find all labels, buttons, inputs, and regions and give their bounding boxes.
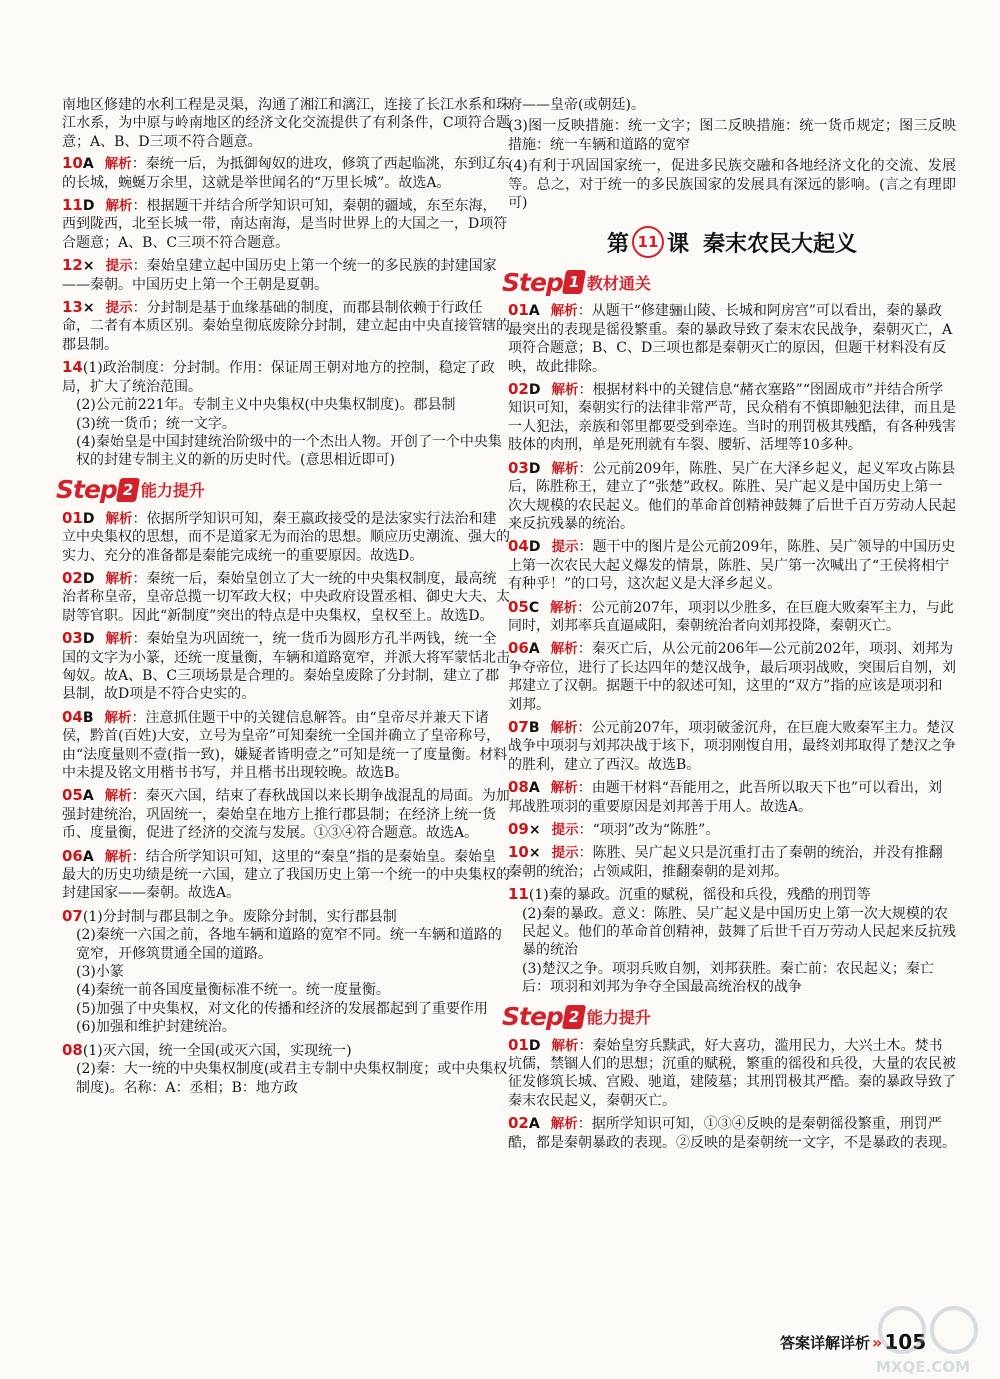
- answer-label: 解析: [550, 303, 578, 320]
- lesson-heading: [508, 222, 956, 262]
- question-08-answer: [62, 1041, 510, 1097]
- answer-label: 解析: [551, 1037, 579, 1054]
- answer-text: ：分封制是基于血缘基础的制度，而郡县制依赖于行政任命，二者有本质区别。秦始皇彻底废除分封制，建立起由中央直接管辖的郡县制。: [62, 300, 510, 353]
- answer-item: [62, 256, 510, 294]
- answer-text: ：秦始皇建立起中国历史上第一个统一的多民族的封建国家——秦朝。中国历史上第一个王朝是夏朝。: [62, 258, 497, 293]
- question-number: 02: [508, 1114, 529, 1133]
- answer-item: [508, 718, 956, 774]
- lesson-prefix: 第: [606, 231, 629, 257]
- question-08-continuation: [508, 96, 956, 212]
- left-column: [56, 96, 510, 1101]
- answer-label: 提示: [551, 822, 579, 838]
- answer-text: ：根据题干并结合所学知识可知，秦朝的疆域，东至东海，西到陇西，北至长城一带，南达南海，是当时世界上的大国之一，D项符合题意；A、B、C三项不符合题意。: [62, 198, 508, 251]
- answer-item: [508, 843, 956, 881]
- answer-choice: ×: [82, 258, 95, 275]
- answer-item: [508, 598, 956, 636]
- answer-text: ：题干中的图片是公元前209年，陈胜、吴广领导的中国历史上第一次农民大起义爆发的情景，陈胜、吴广第一次喊出了“王侯将相宁有种乎！”的口号，这次起义是大泽乡起义。: [508, 539, 956, 593]
- answer-label: 解析: [104, 788, 132, 805]
- question-number: 01: [62, 508, 83, 527]
- answer-choice: ×: [82, 300, 95, 317]
- answer-item: [62, 847, 510, 903]
- answer-choice: ×: [528, 845, 541, 862]
- answer-text: ：从题干“修建骊山陵、长城和阿房宫”可以看出，秦的暴政最突出的表现是徭役繁重。秦的暴政导致了秦末农民战争，秦朝灭亡，A项符合题意；B、C、D三项也都是秦朝灭亡的原因，但题干材料没有反映，故此排除。: [508, 303, 953, 375]
- question-number: 07: [62, 906, 83, 925]
- lesson-title: 秦末农民大起义: [703, 231, 858, 257]
- step2-header-right: [502, 1003, 956, 1031]
- question-number: 05: [508, 597, 529, 616]
- question-number: 11: [508, 885, 529, 904]
- answer-text: ：秦始皇穷兵黩武，好大喜功，滥用民力，大兴土木。焚书坑儒，禁锢人们的思想；沉重的赋税，繁重的徭役和兵役，大量的农民被征发修筑长城、宫殿、驰道，建陵墓；其刑罚极其严酷。秦的暴政导致了秦末农民起义，秦朝灭亡。: [508, 1037, 956, 1109]
- paragraph: 府——皇帝(或朝廷)。: [508, 97, 645, 113]
- answer-line: (3)楚汉之争。项羽兵败自刎，刘邦获胜。秦亡前：农民起义；秦亡后：项羽和刘邦为争夺全国最高统治权的战争: [522, 960, 934, 996]
- step-word: Step: [56, 475, 117, 505]
- answer-label: 解析: [105, 631, 133, 648]
- answer-item: [62, 154, 510, 192]
- question-number: 08: [508, 778, 529, 797]
- answer-text: ：秦始皇为巩固统一，统一货币为圆形方孔半两钱，统一全国的文字为小篆，还统一度量衡，车辆和道路宽窄，并派大将军蒙恬北击匈奴。故A、B、C三项场景是合理的。秦始皇废除了分封制，建立了郡县制，故D项是不符合史实的。: [62, 631, 510, 703]
- answer-item: [508, 1114, 956, 1152]
- answer-text: ：根据材料中的关键信息“赭衣塞路”“囹圄成市”并结合所学知识可知，秦朝实行的法律非常严苛，民众稍有不慎即触犯法律，而且是一人犯法，亲族和邻里都要受到牵连。当时的刑罚极其残酷，有各种残害肢体的肉刑，单是死刑就有车裂、腰斩、活埋等10多种。: [508, 382, 956, 454]
- answer-item: [508, 537, 956, 593]
- answer-choice: D: [82, 631, 95, 648]
- answer-label: 解析: [104, 156, 132, 173]
- lesson-number-badge: 11: [632, 226, 664, 258]
- lesson-suffix: 课: [666, 231, 689, 257]
- paragraph: (3)图一反映措施：统一文字；图二反映措施：统一货币规定；图三反映措施：统一车辆和道路的宽窄: [508, 118, 956, 153]
- answer-label: 解析: [550, 599, 578, 616]
- question-number: 01: [508, 301, 529, 320]
- answer-label: 解析: [105, 198, 133, 215]
- answer-choice: A: [528, 641, 540, 658]
- step-number: 1: [562, 270, 586, 294]
- answer-item: [62, 786, 510, 842]
- question-number: 01: [508, 1035, 529, 1054]
- answers-list-step1: [508, 301, 956, 881]
- answer-text: ：依据所学知识可知，秦王嬴政接受的是法家实行法治和建立中央集权的思想，而不是道家无为而治的思想。顺应历史潮流、强大的实力、充分的准备都是秦能完成统一的重要原因。故选D。: [62, 510, 510, 564]
- answer-text: ：公元前207年，项羽破釜沉舟，在巨鹿大败秦军主力。楚汉战争中项羽与刘邦决战于垓下，项羽刚愎自用，最终刘邦取得了楚汉之争的胜利，建立了西汉。故选B。: [508, 719, 956, 773]
- answer-text: ：秦灭六国，结束了春秋战国以来长期争战混乱的局面。为加强封建统治，巩固统一，秦始皇在地方上推行郡县制；在经济上统一货币、度量衡，促进了经济的交流与发展。①③④符合题意。故选A。: [62, 788, 510, 842]
- answers-list-step2: [62, 509, 510, 903]
- answer-item: [62, 629, 510, 704]
- answer-choice: A: [82, 156, 94, 173]
- question-number: 08: [62, 1040, 83, 1059]
- step-title: 能力提升: [140, 481, 205, 501]
- question-number: 04: [508, 537, 529, 556]
- answer-label: 解析: [105, 510, 133, 527]
- answer-label: 解析: [550, 780, 578, 797]
- answer-label: 解析: [551, 460, 579, 477]
- answer-text: ：秦统一后，秦始皇创立了大一统的中央集权制度，最高统治者称皇帝，皇帝总揽一切军政大权；中央政府设置丞相、御史大夫、太尉等官职。因此“新制度”突出的特点是中央集权，皇权至上。故选D。: [62, 570, 510, 624]
- paragraph: 南地区修建的水利工程是灵渠，沟通了湘江和漓江，连接了长江水系和珠江水系，为中原与岭南地区的经济文化交流提供了有利条件，C项符合题意；A、B、D三项不符合题意。: [62, 97, 510, 150]
- answer-label: 解析: [550, 1116, 578, 1133]
- answer-text: ：秦统一后，为抵御匈奴的进攻，修筑了西起临洮，东到辽东的长城，蜿蜒万余里，这就是举世闻名的“万里长城”。故选A。: [62, 156, 510, 191]
- answer-label: 提示: [105, 258, 133, 275]
- step-number: 2: [562, 1005, 586, 1029]
- paragraph: (4)有利于巩固国家统一，促进多民族交融和各地经济文化的交流、发展等。总之，对于统一的多民族国家的发展具有深远的影响。(言之有理即可): [508, 158, 956, 212]
- answers-list-top: [62, 154, 510, 354]
- answer-label: 解析: [550, 641, 578, 658]
- answer-item: [508, 301, 956, 376]
- answer-choice: D: [528, 460, 541, 477]
- answer-line: (2)公元前221年。专制主义中央集权(中央集权制度)。郡县制: [76, 397, 456, 414]
- answer-label: 解析: [551, 382, 579, 399]
- question-number: 03: [508, 458, 529, 477]
- answer-line: (4)秦始皇是中国封建统治阶级中的一个杰出人物。开创了一个中央集权的封建专制主义的新的历史时代。(意思相近即可): [76, 433, 502, 469]
- answer-label: 解析: [550, 719, 578, 736]
- answer-text: ：据所学知识可知，①③④反映的是秦朝徭役繁重，刑罚严酷，都是秦朝暴政的表现。②反映的是秦朝统一文字，不是暴政的表现。: [508, 1116, 956, 1151]
- answer-item: [508, 778, 956, 816]
- answer-choice: ×: [528, 822, 541, 838]
- answer-item: [508, 1036, 956, 1111]
- right-column: [502, 96, 956, 1156]
- answer-item: [62, 1041, 510, 1097]
- step-word: Step: [502, 267, 563, 297]
- answer-text: ：“项羽”改为“陈胜”。: [578, 822, 720, 838]
- question-number: 14: [62, 358, 83, 377]
- answer-line: (2)秦：大一统的中央集权制度(或君主专制中央集权制度；或中央集权制度)。名称：A：丞相；B：地方政: [76, 1061, 508, 1096]
- answer-choice: B: [528, 719, 540, 736]
- answer-line: (2)秦的暴政。意义：陈胜、吴广起义是中国历史上第一次大规模的农民起义。他们的革命首创精神，鼓舞了后世千百万劳动人民起来反抗残暴的统治: [522, 905, 956, 959]
- answer-choice: D: [528, 382, 541, 399]
- answer-choice: B: [82, 709, 94, 726]
- question-number: 03: [62, 629, 83, 648]
- question-number: 13: [62, 298, 83, 317]
- answer-line: (1)灭六国，统一全国(或灭六国，实现统一): [82, 1042, 352, 1059]
- answer-line: (1)分封制与郡县制之争。废除分封制，实行郡县制: [82, 908, 397, 925]
- question-number: 06: [62, 846, 83, 865]
- answer-text: ：注意抓住题干中的关键信息解答。由“皇帝尽并兼天下诸侯，黔首(百姓)大安，立号为皇帝”可知秦统一全国并确立了皇帝称号，由“法度量则不壹(指一致)，嫌疑者皆明壹之”可知是统一了度量衡。材料中未提及铭文用楷书书写，并且楷书出现较晚。故选B。: [62, 709, 508, 781]
- answer-choice: A: [528, 780, 540, 797]
- answer-choice: A: [82, 788, 94, 805]
- step1-header: [502, 268, 956, 296]
- answer-choice: A: [528, 303, 540, 320]
- answer-text: ：公元前209年，陈胜、吴广在大泽乡起义，起义军攻占陈县后，陈胜称王，建立了“张楚”政权。陈胜、吴广起义是中国历史上第一次大规模的农民起义。他们的革命首创精神鼓舞了后世千百万劳动人民起来反抗残暴的统治。: [508, 460, 956, 532]
- answer-choice: D: [82, 510, 95, 527]
- answer-item: [62, 907, 510, 1037]
- watermark-logo: [862, 1298, 998, 1378]
- question-07-answer: [62, 907, 510, 1037]
- answer-label: 解析: [104, 709, 132, 726]
- answer-label: 提示: [105, 300, 133, 317]
- answer-label: 解析: [104, 848, 132, 865]
- answer-text: ：由题干材料“吾能用之，此吾所以取天下也”可以看出，刘邦战胜项羽的重要原因是刘邦善于用人。故选A。: [508, 780, 943, 815]
- answer-label: 解析: [105, 570, 133, 587]
- question-number: 02: [62, 568, 83, 587]
- question-number: 09: [508, 820, 529, 838]
- answer-line: (5)加强了中央集权，对文化的传播和经济的发展都起到了重要作用: [76, 1000, 488, 1017]
- answer-item: [508, 380, 956, 455]
- question-number: 10: [508, 843, 529, 862]
- answer-item: [508, 459, 956, 534]
- answer-item: [508, 885, 956, 996]
- page-number: 105: [884, 1330, 927, 1354]
- answer-item: [62, 708, 510, 783]
- question-14-answer: [62, 358, 510, 469]
- answer-item: [508, 820, 956, 839]
- answer-line: (1)秦的暴政。沉重的赋税，徭役和兵役，残酷的刑罚等: [528, 887, 871, 904]
- answer-text: ：陈胜、吴广起义只是沉重打击了秦朝的统治，并没有推翻秦朝的统治；占领咸阳，推翻秦朝的是刘邦。: [508, 845, 943, 880]
- answer-item: [62, 298, 510, 354]
- footer-label: 答案详解详析: [780, 1333, 871, 1352]
- question-number: 04: [62, 707, 83, 726]
- double-arrow-icon: »: [872, 1332, 883, 1352]
- answer-line: (1)政治制度：分封制。作用：保证周王朝对地方的控制，稳定了政局，扩大了统治范围。: [62, 360, 495, 395]
- answer-line: (2)秦统一六国之前，各地车辆和道路的宽窄不同。统一车辆和道路的宽窄，开修筑贯通全国的道路。: [76, 927, 502, 962]
- watermark-text: MXQE.COM: [876, 1358, 970, 1376]
- step-title: 能力提升: [586, 1008, 651, 1028]
- answer-choice: D: [82, 570, 95, 587]
- answer-item: [62, 196, 510, 252]
- question-11-answer: [508, 885, 956, 996]
- question-number: 06: [508, 639, 529, 658]
- answer-choice: D: [82, 198, 95, 215]
- answer-item: [62, 509, 510, 565]
- answer-text: ：公元前207年，项羽以少胜多，在巨鹿大败秦军主力，与此同时，刘邦率兵直逼咸阳，秦朝统治者向刘邦投降，秦朝灭亡。: [508, 599, 954, 634]
- answer-label: 提示: [551, 845, 579, 862]
- question-number: 07: [508, 717, 529, 736]
- answer-choice: D: [528, 539, 541, 556]
- step-word: Step: [502, 1002, 563, 1032]
- question-number: 12: [62, 256, 83, 275]
- step-number: 2: [116, 478, 140, 502]
- step2-header-left: [56, 476, 510, 504]
- question-number: 05: [62, 786, 83, 805]
- answer-item: [508, 639, 956, 714]
- question-number: 10: [62, 154, 83, 173]
- answers-list-step2-right: [508, 1036, 956, 1152]
- answer-line: (6)加强和维护封建统治。: [76, 1019, 236, 1036]
- step-title: 教材通关: [586, 273, 651, 293]
- answer-text: ：秦灭亡后，从公元前206年—公元前202年，项羽、刘邦为争夺帝位，进行了长达四年的楚汉战争，最后项羽战败，突围后自刎，刘邦建立了汉朝。据题干中的叙述可知，这里的“双方”指的应该是项羽和刘邦。: [508, 641, 956, 713]
- answer-item: [62, 569, 510, 625]
- answer-choice: A: [528, 1116, 540, 1133]
- answer-choice: C: [528, 599, 540, 616]
- question-number: 02: [508, 380, 529, 399]
- question-number: 11: [62, 196, 83, 215]
- answer-choice: D: [528, 1037, 541, 1054]
- answer-line: (4)秦统一前各国度量衡标准不统一。统一度量衡。: [76, 982, 390, 999]
- answer-item: [62, 358, 510, 469]
- answer-label: 提示: [551, 539, 579, 556]
- answer-line: (3)统一货币；统一文字。: [76, 415, 236, 432]
- intro-continuation: [62, 96, 510, 151]
- answer-line: (3)小篆: [76, 964, 124, 981]
- answer-choice: A: [82, 848, 94, 865]
- answer-text: ：结合所学知识可知，这里的“秦皇”指的是秦始皇。秦始皇最大的历史功绩是统一六国，建立了我国历史上第一个统一的中央集权的封建国家——秦朝。故选A。: [62, 848, 510, 902]
